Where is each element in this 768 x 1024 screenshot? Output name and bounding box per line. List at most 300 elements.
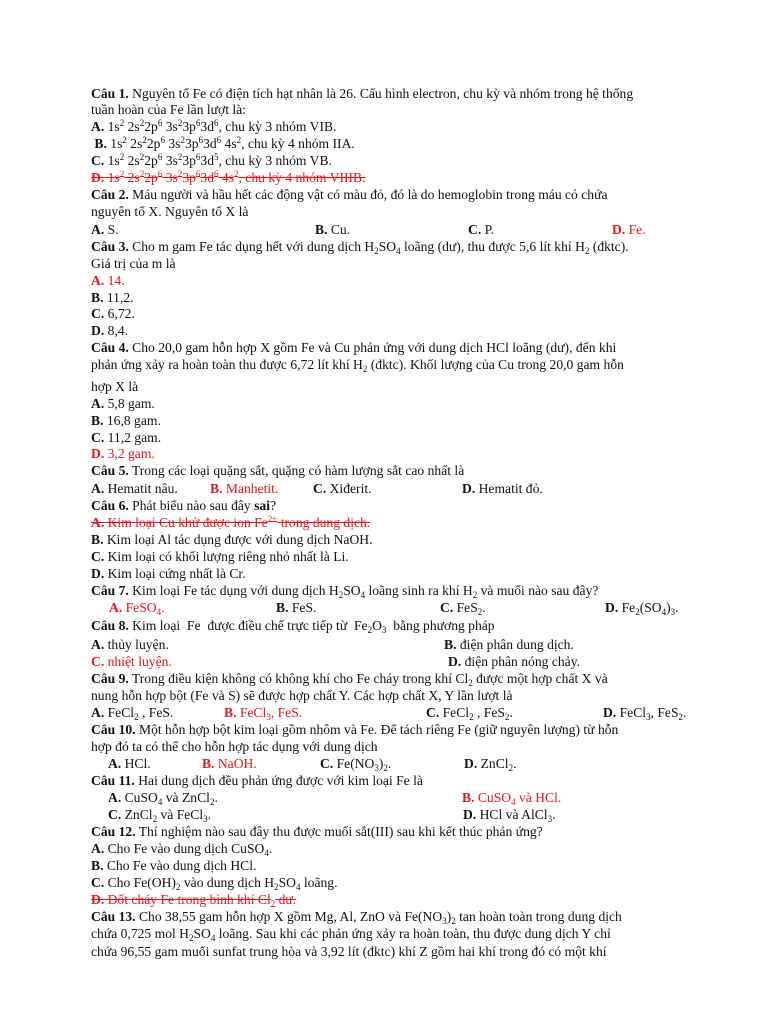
subscript: 4	[157, 797, 163, 807]
text-run: 3s	[164, 136, 181, 151]
text-line	[91, 498, 276, 514]
text-run: thủy luyện.	[104, 637, 169, 652]
text-run: ZnCl	[477, 756, 509, 771]
superscript: 2	[177, 152, 183, 162]
correct-answer-option	[612, 222, 646, 238]
text-run: và FeCl	[157, 807, 204, 822]
text-line	[91, 187, 607, 203]
text-line	[91, 379, 138, 395]
text-run: 11,2 gam.	[104, 430, 162, 445]
text-line	[91, 119, 336, 135]
text-run: 1s	[106, 136, 123, 151]
superscript: 6	[198, 135, 204, 145]
superscript: 2	[142, 135, 147, 145]
text-run: B.	[444, 637, 457, 652]
text-line	[91, 926, 611, 942]
text-run: Câu 7.	[91, 583, 129, 598]
text-run: D.	[603, 705, 617, 720]
text-line	[91, 396, 155, 412]
text-run: FeCl	[616, 705, 647, 720]
text-run: 3d	[203, 136, 217, 151]
text-line	[91, 515, 370, 531]
text-run: .	[513, 756, 517, 771]
superscript: 2	[119, 152, 125, 162]
subscript: 3	[670, 607, 676, 617]
text-run: B.	[91, 858, 104, 873]
text-run: .	[552, 807, 556, 822]
text-run: Fe.	[625, 222, 646, 237]
text-run: và ZnCl	[162, 790, 210, 805]
text-line	[91, 357, 624, 373]
text-run: (đktc).	[589, 239, 629, 254]
text-run: D.	[463, 807, 477, 822]
text-run: D.	[91, 566, 105, 581]
text-run: CuSO	[474, 790, 512, 805]
text-run: Kim loại cứng nhất là Cr.	[104, 566, 246, 581]
text-run: 11,2.	[103, 290, 134, 305]
subscript: 2	[508, 763, 514, 773]
text-run: Cho Fe vào dung dịch CuSO	[104, 841, 265, 856]
superscript: 2	[177, 169, 183, 179]
subscript: 2	[584, 246, 590, 256]
answer-option	[276, 600, 316, 616]
text-run: .	[161, 600, 165, 615]
text-run: Cho Fe vào dung dịch HCl.	[103, 858, 257, 873]
text-run: , FeS.	[270, 705, 303, 720]
subscript: 2	[362, 364, 368, 374]
text-run: FeSO	[122, 600, 157, 615]
text-line	[91, 909, 622, 925]
subscript: 2	[274, 882, 279, 892]
text-run: .	[214, 790, 218, 805]
correct-answer-option	[202, 756, 257, 772]
text-run: B.	[224, 705, 237, 720]
text-run: 1s	[104, 170, 120, 185]
text-run: , FeS.	[138, 705, 174, 720]
text-run: 2p	[144, 153, 158, 168]
text-run: A.	[109, 600, 123, 615]
text-run: Giá trị của m là	[91, 256, 176, 271]
text-run: D.	[91, 446, 105, 461]
text-line	[91, 858, 256, 874]
text-run: 2p	[144, 170, 158, 185]
text-run: vào dung dịch H	[180, 875, 275, 890]
subscript: 2	[209, 797, 215, 807]
text-run: CuSO	[121, 790, 158, 805]
text-run: 1s	[104, 119, 120, 134]
superscript: 2+	[267, 514, 278, 524]
text-run: A.	[91, 841, 105, 856]
text-run: .	[207, 807, 212, 822]
text-run: nguyên tố X. Nguyên tố X là	[91, 204, 249, 219]
text-run: Câu 11.	[91, 773, 135, 788]
text-line	[91, 841, 272, 857]
text-run: .	[675, 600, 679, 615]
subscript: 2	[477, 607, 483, 617]
superscript: 6	[216, 135, 222, 145]
answer-option	[605, 600, 679, 616]
answer-options-row	[91, 600, 768, 616]
answer-options-row	[91, 481, 768, 497]
text-line	[91, 413, 161, 429]
superscript: 6	[214, 169, 219, 179]
text-run: A.	[91, 481, 105, 496]
text-run: B.	[91, 413, 104, 428]
text-run: Kim loại Fe tác dụng với dung dịch H	[128, 583, 339, 598]
text-run: B.	[202, 756, 215, 771]
text-run: B.	[91, 290, 104, 305]
text-run: .	[482, 600, 486, 615]
text-run: Cu.	[327, 222, 351, 237]
text-run: 5,8 gam.	[104, 396, 155, 411]
text-line	[91, 86, 633, 102]
superscript: 6	[157, 169, 163, 179]
text-run: D.	[464, 756, 478, 771]
text-run: (đktc). Khối lượng của Cu trong 20,0 gam hỗn	[367, 357, 624, 372]
text-line	[91, 583, 598, 599]
text-run: Kim loại có khối lượng riêng nhỏ nhất là Li.	[104, 549, 349, 564]
text-run: C.	[91, 153, 105, 168]
text-run: B.	[276, 600, 289, 615]
text-run: A.	[91, 705, 105, 720]
text-run: hợp X là	[91, 379, 139, 394]
text-run: 3p	[182, 170, 196, 185]
text-run: Xiđerit.	[326, 481, 372, 496]
text-run: 2p	[146, 136, 161, 151]
text-run: C.	[91, 654, 105, 669]
text-run: , FeS	[473, 705, 505, 720]
text-line	[91, 204, 248, 220]
text-run: D.	[91, 323, 105, 338]
text-run: ZnCl	[121, 807, 153, 822]
correct-answer-option	[210, 481, 278, 497]
text-line	[91, 944, 607, 960]
text-run: 3p	[182, 119, 196, 134]
text-run: Một hỗn hợp bột kim loại gồm nhôm và Fe. Để tách riêng Fe (giữ nguyên lượng) từ hỗn	[135, 722, 619, 737]
text-line	[91, 273, 125, 289]
text-run: SO	[378, 239, 397, 254]
correct-answer-option	[462, 790, 561, 806]
superscript: 2	[122, 135, 127, 145]
answer-option	[91, 637, 169, 653]
text-run: , chu kỳ 4 nhóm VIIIB.	[238, 170, 366, 185]
text-run: A.	[91, 273, 105, 288]
text-run: .	[509, 705, 513, 720]
text-run: FeS	[453, 600, 478, 615]
answer-option	[468, 222, 494, 238]
text-run: Hematit nâu.	[104, 481, 178, 496]
superscript: 6	[195, 152, 201, 162]
superscript: 6	[157, 152, 163, 162]
text-run: A.	[91, 515, 105, 530]
answer-option	[320, 756, 391, 772]
text-run: S.	[104, 222, 119, 237]
text-run: , chu kỳ 3 nhóm VIB.	[218, 119, 337, 134]
text-run: C.	[426, 705, 440, 720]
text-run: B.	[462, 790, 475, 805]
text-run: C.	[320, 756, 334, 771]
text-line	[91, 239, 629, 255]
text-line	[91, 323, 128, 339]
text-run: .	[683, 705, 687, 720]
answer-option	[448, 654, 580, 670]
text-run: Cho 20,0 gam hỗn hợp X gồm Fe và Cu phản ứng với dung dịch HCl loãng (dư), đến khi	[128, 340, 617, 355]
subscript: 4	[296, 882, 301, 892]
text-line	[91, 430, 161, 446]
text-run: B.	[210, 481, 223, 496]
text-run: A.	[108, 756, 122, 771]
text-line	[91, 340, 616, 356]
text-line	[91, 671, 608, 687]
text-run: 14.	[104, 273, 125, 288]
text-run: )	[446, 909, 452, 924]
text-run: )	[378, 756, 384, 771]
text-run: 3,2 gam.	[104, 446, 155, 461]
text-run: 3s	[162, 170, 178, 185]
text-run: 4s	[218, 170, 234, 185]
text-run: (SO	[639, 600, 662, 615]
text-run: điện phân nóng chảy.	[461, 654, 581, 669]
text-run: 3d	[200, 153, 214, 168]
subscript: 2	[472, 590, 478, 600]
text-run: 3s	[162, 153, 178, 168]
answer-option	[440, 600, 486, 616]
subscript: 2	[469, 712, 474, 722]
text-run: Kim loại Cu khử được ion Fe	[104, 515, 268, 530]
subscript: 4	[210, 933, 216, 943]
text-line	[91, 532, 373, 548]
text-run: tuần hoàn của Fe lần lượt là:	[91, 102, 246, 117]
text-run: A.	[91, 222, 105, 237]
text-run: 1s	[104, 153, 120, 168]
answer-option	[463, 807, 556, 823]
text-run: Câu 1.	[91, 86, 129, 101]
answer-option	[464, 756, 516, 772]
answer-option	[313, 481, 372, 497]
superscript: 6	[160, 135, 165, 145]
text-run: Câu 3.	[91, 239, 129, 254]
text-run: C.	[91, 549, 105, 564]
text-run: 3p	[184, 136, 199, 151]
answer-options-row	[91, 705, 768, 721]
superscript: 6	[214, 118, 219, 128]
text-run: Trong điều kiện không có không khí cho Fe cháy trong khí Cl	[128, 671, 469, 686]
answer-option	[603, 705, 686, 721]
text-run: HCl và AlCl	[476, 807, 548, 822]
text-run: D.	[612, 222, 626, 237]
text-run: sai	[254, 498, 270, 513]
text-run: Đốt cháy Fe trong bình khí Cl	[104, 892, 271, 907]
text-line	[91, 773, 423, 789]
text-run: ?	[270, 498, 277, 513]
text-run: tan hoàn toàn trong dung dịch	[455, 909, 622, 924]
text-run: Câu 4.	[91, 340, 129, 355]
text-run: Máu người và hầu hết các động vật có màu đỏ, đó là do hemoglobin trong máu có chứa	[128, 187, 608, 202]
subscript: 2	[134, 712, 139, 722]
subscript: 2	[451, 916, 456, 926]
text-run: nung hỗn hợp bột (Fe và S) sẽ được hợp chất Y. Các hợp chất X, Y lần lượt là	[91, 688, 513, 703]
subscript: 3	[646, 712, 651, 722]
text-run: C.	[91, 306, 105, 321]
answer-options-row	[91, 222, 768, 238]
text-run: Kim loại Al tác dụng được với dung dịch NaOH.	[103, 532, 373, 547]
subscript: 2	[504, 712, 510, 722]
answer-options-row	[91, 807, 768, 823]
subscript: 4	[360, 590, 366, 600]
text-line	[91, 446, 155, 462]
subscript: 2	[175, 882, 181, 892]
text-run: và muối nào sau đây?	[477, 583, 599, 598]
answer-option	[91, 705, 173, 721]
text-run: D.	[462, 481, 476, 496]
text-line	[91, 170, 366, 186]
text-run: Fe	[618, 600, 636, 615]
text-run: SO	[193, 926, 211, 941]
text-line	[91, 892, 296, 908]
text-line	[91, 136, 355, 152]
text-line	[91, 153, 332, 169]
text-run: Kim loại Fe được điều chế trực tiếp từ Fe	[128, 618, 368, 633]
text-line	[91, 549, 349, 565]
text-run: B.	[315, 222, 328, 237]
text-line	[91, 824, 543, 840]
text-run: Câu 10.	[91, 722, 136, 737]
subscript: 4	[396, 246, 401, 256]
answer-option	[462, 481, 543, 497]
subscript: 2	[152, 814, 158, 824]
text-run: C.	[313, 481, 327, 496]
answer-option	[108, 756, 151, 772]
text-run: .	[268, 841, 273, 856]
subscript: 2	[270, 899, 276, 909]
text-run: Nguyên tố Fe có điện tích hạt nhân là 26. Cấu hình electron, chu kỳ và nhóm trong hệ thống	[128, 86, 634, 101]
text-line	[91, 256, 176, 272]
subscript: 2	[468, 678, 473, 688]
subscript: 4	[156, 607, 162, 617]
text-line	[91, 688, 513, 704]
text-run: 2s	[124, 119, 140, 134]
text-line	[91, 290, 134, 306]
text-line	[91, 875, 338, 891]
answer-option	[426, 705, 513, 721]
text-run: SO	[343, 583, 361, 598]
text-run: Câu 8.	[91, 618, 129, 633]
text-run: Cho Fe(OH)	[104, 875, 176, 890]
subscript: 2	[678, 712, 684, 722]
text-run: FeCl	[104, 705, 135, 720]
text-run: NaOH.	[214, 756, 257, 771]
superscript: 2	[139, 169, 145, 179]
text-run: A.	[91, 637, 105, 652]
answer-options-row	[91, 654, 768, 670]
subscript: 3	[381, 625, 387, 635]
text-run: Thí nghiệm nào sau đây thu được muối sắt(III) sau khi kết thúc phản ứng?	[135, 824, 543, 839]
answer-option	[91, 481, 178, 497]
text-run: và HCl.	[515, 790, 562, 805]
correct-answer-option	[91, 654, 172, 670]
answer-option	[444, 637, 574, 653]
subscript: 4	[511, 797, 516, 807]
subscript: 2	[188, 933, 194, 943]
text-line	[91, 463, 464, 479]
answer-option	[91, 222, 119, 238]
text-run: 2s	[126, 136, 143, 151]
superscript: 2	[236, 135, 242, 145]
superscript: 2	[139, 152, 145, 162]
superscript: 5	[214, 152, 219, 162]
text-run: bằng phương pháp	[386, 618, 495, 633]
text-run: , FeS	[650, 705, 679, 720]
correct-answer-option	[224, 705, 302, 721]
text-run: nhiệt luyện.	[104, 654, 172, 669]
subscript: 3	[442, 916, 447, 926]
correct-answer-option	[109, 600, 165, 616]
text-run: 2p	[144, 119, 158, 134]
text-run: Phát biểu nào sau đây	[128, 498, 255, 513]
text-run: Manhetit.	[222, 481, 279, 496]
text-run: 6,72.	[104, 306, 135, 321]
text-run: 8,4.	[104, 323, 129, 338]
answer-options-row	[91, 790, 768, 806]
text-run: D.	[448, 654, 462, 669]
text-run: được một hợp chất X và	[472, 671, 608, 686]
text-run: Hai dung dịch đều phản ứng được với kim loại Fe là	[134, 773, 423, 788]
text-run: Câu 12.	[91, 824, 136, 839]
text-line	[91, 102, 246, 118]
answer-options-row	[91, 637, 768, 653]
text-run: FeCl	[236, 705, 267, 720]
text-run: loãng. Sau khi các phản ứng xảy ra hoàn toàn, thu được dung dịch Y chỉ	[215, 926, 611, 941]
text-run: loãng sinh ra khí H	[365, 583, 473, 598]
text-run: C.	[108, 807, 122, 822]
text-run: trong dung dịch.	[277, 515, 371, 530]
text-run: D.	[91, 892, 105, 907]
superscript: 2	[119, 118, 125, 128]
text-run: C.	[468, 222, 482, 237]
text-run: O	[372, 618, 382, 633]
text-run: 16,8 gam.	[103, 413, 161, 428]
text-run: Cho m gam Fe tác dụng hết với dung dịch H	[128, 239, 375, 254]
subscript: 4	[661, 607, 667, 617]
text-run: phản ứng xảy ra hoàn toàn thu được 6,72 lít khí H	[91, 357, 363, 372]
subscript: 2	[374, 246, 379, 256]
text-run: B.	[91, 532, 104, 547]
text-run: 2s	[124, 153, 140, 168]
text-run: C.	[91, 875, 105, 890]
subscript: 3	[547, 814, 553, 824]
text-run: A.	[91, 119, 105, 134]
answer-options-row	[91, 756, 768, 772]
text-run: D.	[91, 170, 105, 185]
text-run: loãng.	[300, 875, 338, 890]
superscript: 6	[157, 118, 163, 128]
superscript: 6	[195, 169, 201, 179]
text-run: Câu 9.	[91, 671, 129, 686]
text-run: 3p	[182, 153, 196, 168]
text-run: FeCl	[439, 705, 470, 720]
text-line	[91, 722, 618, 738]
text-run: D.	[605, 600, 619, 615]
text-run: Câu 6.	[91, 498, 129, 513]
text-run: C.	[440, 600, 454, 615]
text-run: 2s	[124, 170, 140, 185]
text-run: chứa 96,55 gam muối sunfat trung hòa và 3,92 lít (đktc) khí Z gồm hai khí trong đó có một khí	[91, 944, 607, 959]
answer-option	[108, 807, 211, 823]
text-run: Trong các loại quặng sắt, quặng có hàm lượng sắt cao nhất là	[128, 463, 465, 478]
superscript: 2	[139, 118, 145, 128]
superscript: 2	[234, 169, 239, 179]
superscript: 2	[119, 169, 125, 179]
